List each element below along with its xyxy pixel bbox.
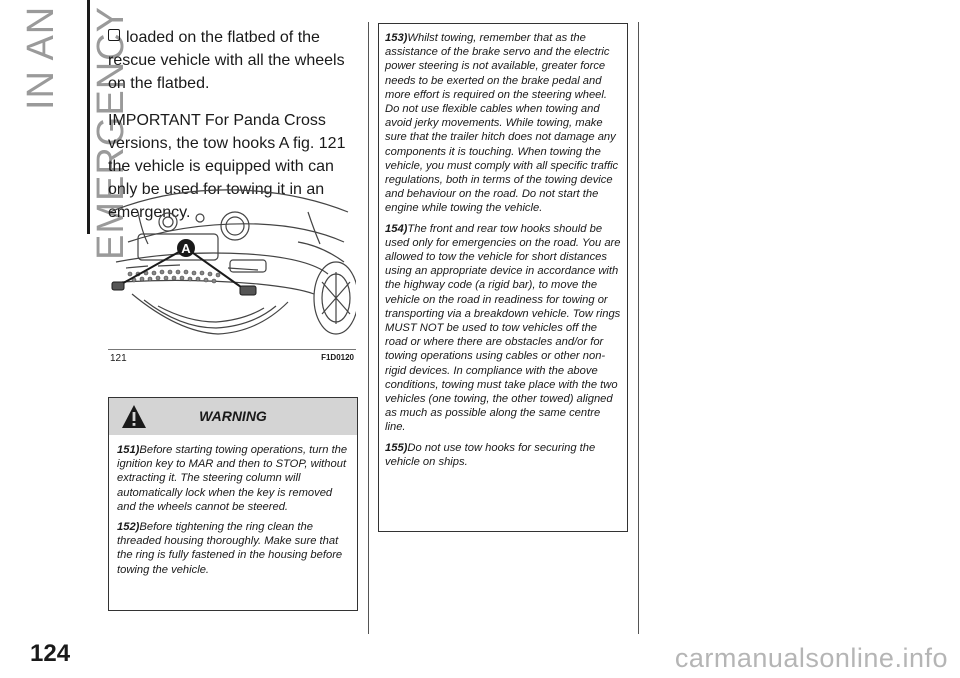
warning-box <box>108 397 358 611</box>
figure-121 <box>108 182 356 344</box>
figure-caption <box>108 349 356 364</box>
paragraph-flatbed-text: loaded on the flatbed of the rescue vehicle with all the wheels on the flatbed. <box>108 29 345 92</box>
figure-number: 121 <box>110 353 127 364</box>
warning-item-154: 154)The front and rear tow hooks should be used only for emergencies on the road. You are allowed to tow the vehicle for short distances using an appropriate device in accordance with the highway code (a rigid bar), to move the vehicle on the road in readiness for towing or transporting via a breakdown vehicle. Tow rings MUST NOT be used to tow vehicles off the road or where there are obstacles and/or for towing operations using cables or other non-rigid devices. In compliance with the above conditions, towing must take place with the two vehicles (one towing, the other towed) aligned as much as possible along the same centre line. <box>385 222 621 434</box>
figure-code: F1D0120 <box>321 353 354 362</box>
paragraph-flatbed <box>108 26 358 95</box>
paragraph-important: IMPORTANT For Panda Cross versions, the tow hooks A fig. 121 the vehicle is equipped with can only be used for towing it in an emergency. <box>108 112 346 221</box>
warning-title: WARNING <box>199 408 267 424</box>
warning-body <box>109 435 357 577</box>
warning-continued-box <box>378 23 628 532</box>
page-number: 124 <box>30 640 71 667</box>
column-divider-2 <box>638 22 639 634</box>
warning-item-153: 153)Whilst towing, remember that as the assistance of the brake servo and the electric power steering is not available, greater force needs to be exerted on the brake pedal and more effort is required on the steering wheel. Do not use flexible cables when towing and avoid jerky movements. While towing, make sure that the trailer hitch does not damage any components it is touching. When towing the vehicle, you must comply with all specific traffic regulations, both in terms of the towing device and behaviour on the road. Do not start the engine while towing the vehicle. <box>385 32 619 215</box>
watermark: carmanualsonline.info <box>674 643 948 673</box>
warning-item-151: 151)Before starting towing operations, turn the ignition key to MAR and then to STOP, without extracting it. The steering column will automatically lock when the key is removed and the wheels cannot be steered. <box>117 444 348 513</box>
warning-triangle-icon <box>121 404 147 429</box>
callout-label-a: A <box>181 241 191 256</box>
warning-item-155: 155)Do not use tow hooks for securing the vehicle on ships. <box>385 441 596 468</box>
warning-header <box>109 398 357 435</box>
warning-continued-body <box>379 24 627 469</box>
section-rule <box>87 0 90 234</box>
checkbox-icon <box>108 29 120 41</box>
section-title: IN AN EMERGENCY <box>20 6 132 260</box>
car-front-illustration <box>108 182 356 344</box>
column-divider-1 <box>368 22 369 634</box>
warning-item-152: 152)Before tightening the ring clean the threaded housing thoroughly. Make sure that the ring is fully fastened in the housing before towing the vehicle. <box>117 521 343 576</box>
